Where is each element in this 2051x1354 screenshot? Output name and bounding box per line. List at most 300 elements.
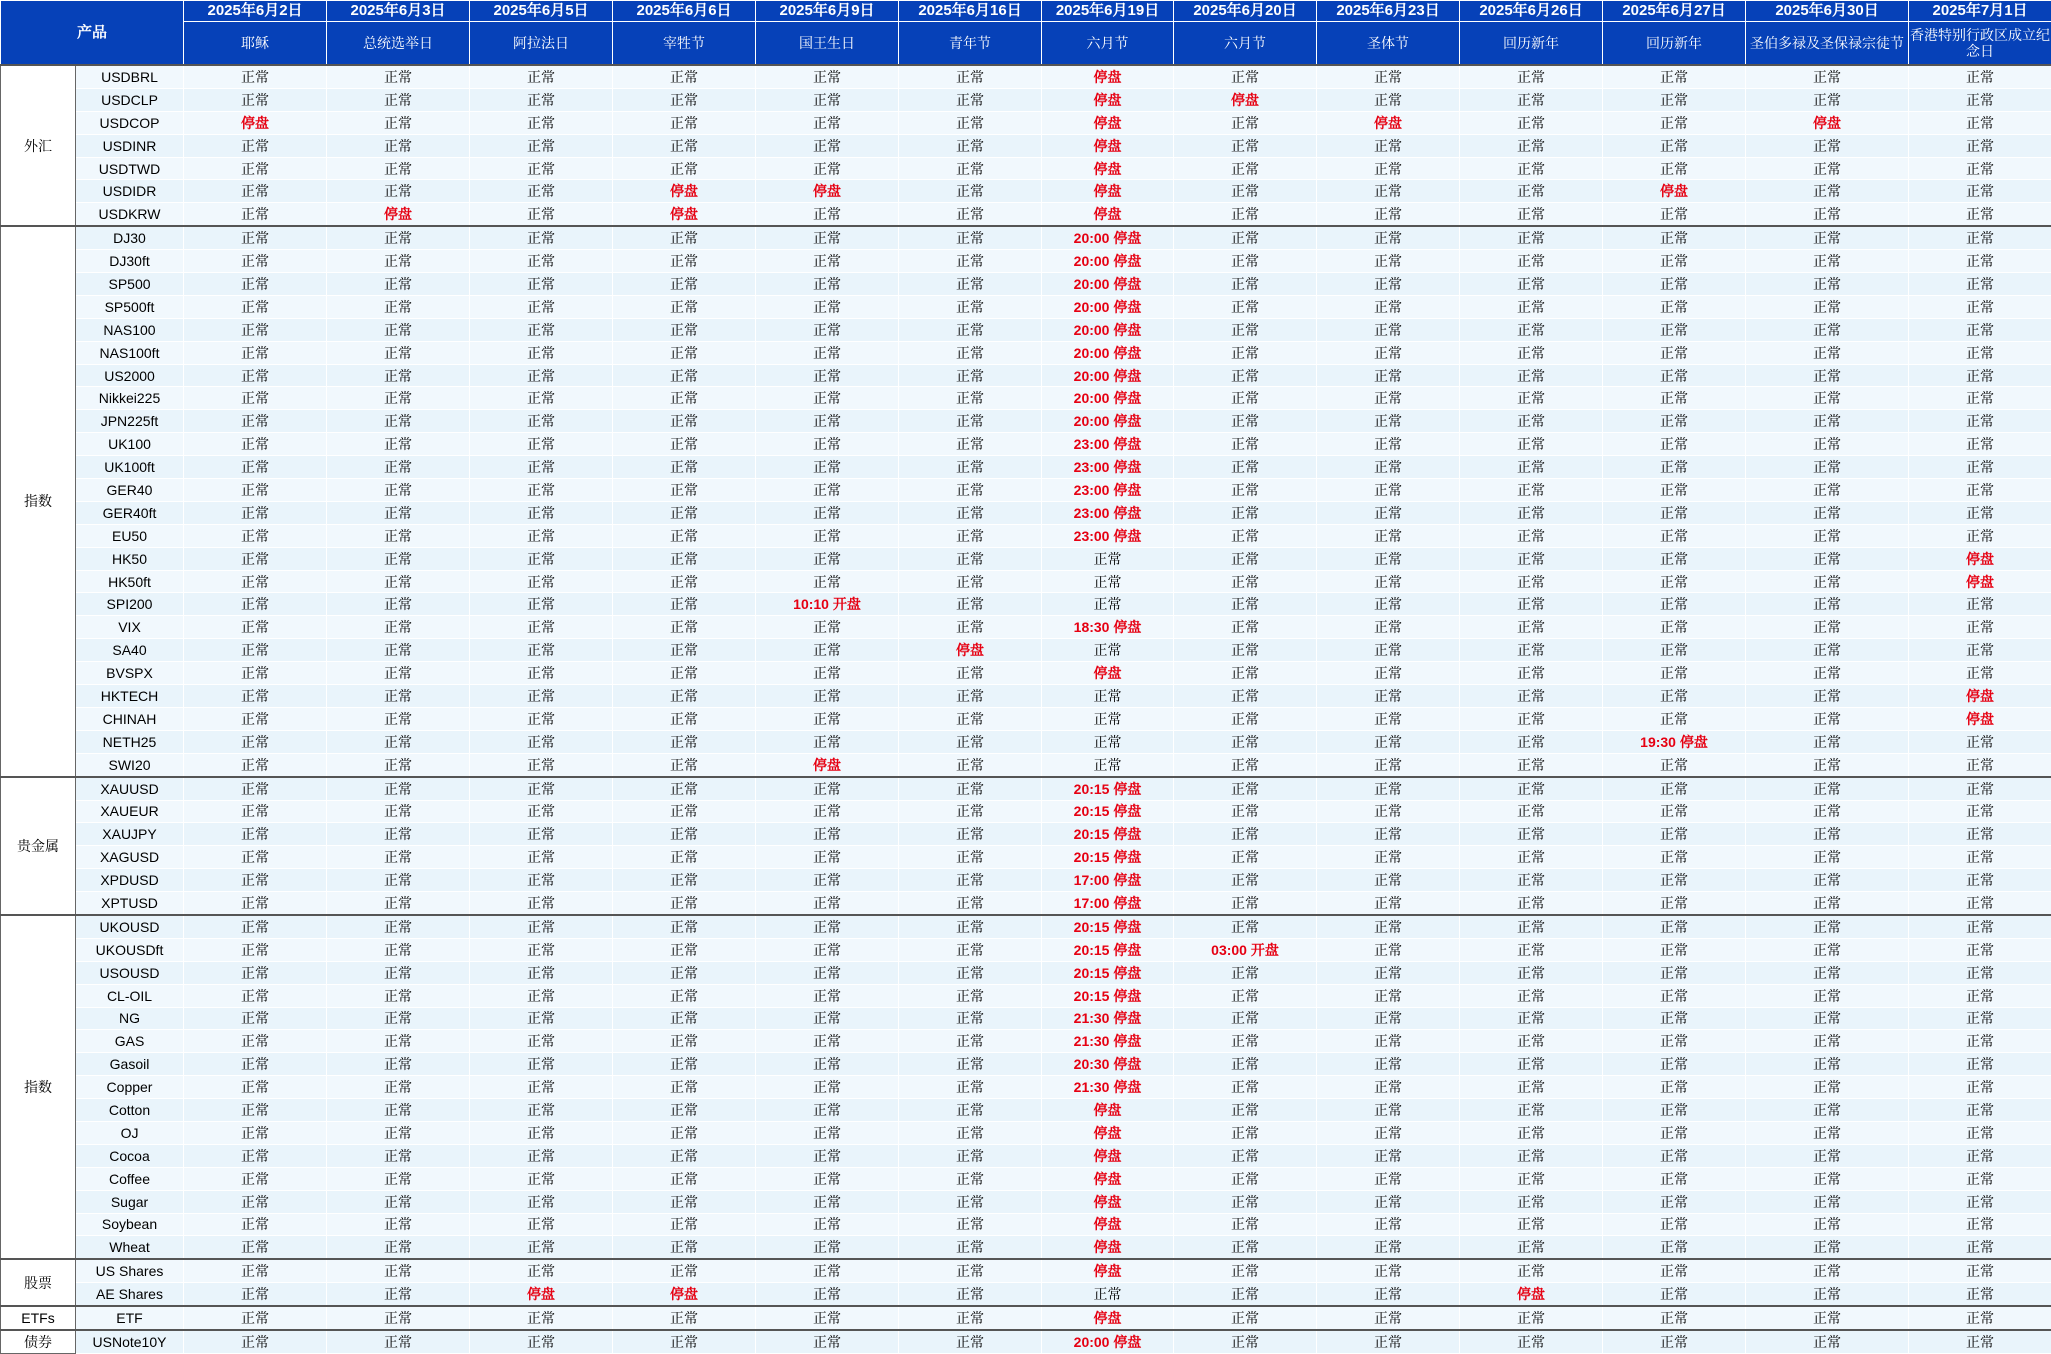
- status-cell-normal: 正常: [1746, 1236, 1909, 1259]
- status-cell-normal: 正常: [1174, 961, 1317, 984]
- holiday-header: 国王生日: [756, 22, 899, 66]
- table-row: [1, 753, 2051, 776]
- status-cell-normal: 正常: [899, 1259, 1042, 1282]
- table-row: [1, 1213, 2051, 1236]
- status-cell-normal: 正常: [756, 479, 899, 502]
- status-cell-normal: 正常: [899, 479, 1042, 502]
- status-cell-normal: 正常: [1909, 318, 2051, 341]
- status-cell-exception: 停盘: [1042, 1099, 1174, 1122]
- status-cell-normal: 正常: [470, 1167, 613, 1190]
- status-cell-normal: 正常: [756, 250, 899, 273]
- status-cell-normal: 正常: [184, 662, 327, 685]
- category-cell: 指数: [1, 226, 76, 776]
- status-cell-normal: 正常: [1317, 479, 1460, 502]
- status-cell-normal: 正常: [184, 869, 327, 892]
- status-cell-normal: 正常: [1174, 777, 1317, 800]
- product-cell: SPI200: [76, 593, 184, 616]
- status-cell-normal: 正常: [470, 730, 613, 753]
- status-cell-normal: 正常: [1746, 479, 1909, 502]
- status-cell-exception: 20:00 停盘: [1042, 341, 1174, 364]
- date-header: 2025年6月9日: [756, 1, 899, 22]
- product-cell: GAS: [76, 1030, 184, 1053]
- status-cell-normal: 正常: [1746, 1167, 1909, 1190]
- product-cell: Gasoil: [76, 1053, 184, 1076]
- status-cell-normal: 正常: [1317, 1030, 1460, 1053]
- status-cell-normal: 正常: [1317, 180, 1460, 203]
- header-holiday-row: [1, 22, 2051, 66]
- status-cell-normal: 正常: [1174, 111, 1317, 134]
- status-cell-normal: 正常: [1174, 501, 1317, 524]
- status-cell-normal: 正常: [470, 662, 613, 685]
- status-cell-exception: 20:15 停盘: [1042, 938, 1174, 961]
- status-cell-normal: 正常: [1317, 250, 1460, 273]
- status-cell-normal: 正常: [899, 1121, 1042, 1144]
- status-cell-normal: 正常: [1460, 800, 1603, 823]
- status-cell-normal: 正常: [1603, 685, 1746, 708]
- status-cell-normal: 正常: [1460, 1144, 1603, 1167]
- table-row: [1, 938, 2051, 961]
- status-cell-normal: 正常: [1603, 1076, 1746, 1099]
- status-cell-normal: 正常: [1317, 524, 1460, 547]
- table-header: [1, 1, 2051, 66]
- status-cell-normal: 正常: [1746, 524, 1909, 547]
- status-cell-normal: 正常: [756, 341, 899, 364]
- product-cell: CHINAH: [76, 707, 184, 730]
- status-cell-normal: 正常: [1746, 65, 1909, 88]
- status-cell-normal: 正常: [1317, 226, 1460, 249]
- status-cell-normal: 正常: [756, 501, 899, 524]
- status-cell-normal: 正常: [1603, 479, 1746, 502]
- table-row: [1, 616, 2051, 639]
- holiday-header: 圣体节: [1317, 22, 1460, 66]
- status-cell-normal: 正常: [613, 134, 756, 157]
- status-cell-normal: 正常: [1746, 547, 1909, 570]
- status-cell-normal: 正常: [184, 1144, 327, 1167]
- status-cell-normal: 正常: [1460, 1030, 1603, 1053]
- status-cell-normal: 正常: [470, 226, 613, 249]
- status-cell-normal: 正常: [899, 938, 1042, 961]
- status-cell-normal: 正常: [1603, 800, 1746, 823]
- status-cell-normal: 正常: [899, 800, 1042, 823]
- table-row: [1, 777, 2051, 800]
- status-cell-normal: 正常: [613, 616, 756, 639]
- table-row: [1, 1167, 2051, 1190]
- product-cell: AE Shares: [76, 1283, 184, 1306]
- status-cell-normal: 正常: [1603, 410, 1746, 433]
- status-cell-normal: 正常: [756, 639, 899, 662]
- status-cell-normal: 正常: [1460, 318, 1603, 341]
- status-cell-normal: 正常: [1909, 180, 2051, 203]
- status-cell-normal: 正常: [470, 341, 613, 364]
- status-cell-normal: 正常: [1317, 730, 1460, 753]
- status-cell-normal: 正常: [327, 984, 470, 1007]
- table-row: [1, 1007, 2051, 1030]
- table-row: [1, 800, 2051, 823]
- status-cell-normal: 正常: [327, 1330, 470, 1353]
- status-cell-normal: 正常: [613, 593, 756, 616]
- table-row: [1, 1306, 2051, 1330]
- status-cell-normal: 正常: [899, 823, 1042, 846]
- status-cell-normal: 正常: [1746, 1099, 1909, 1122]
- table-row: [1, 479, 2051, 502]
- status-cell-normal: 正常: [1909, 479, 2051, 502]
- status-cell-normal: 正常: [756, 524, 899, 547]
- product-cell: Coffee: [76, 1167, 184, 1190]
- status-cell-normal: 正常: [899, 616, 1042, 639]
- status-cell-normal: 正常: [1909, 1167, 2051, 1190]
- status-cell-normal: 正常: [756, 938, 899, 961]
- status-cell-normal: 正常: [756, 1076, 899, 1099]
- status-cell-normal: 正常: [1317, 318, 1460, 341]
- status-cell-normal: 正常: [1746, 662, 1909, 685]
- status-cell-normal: 正常: [1909, 730, 2051, 753]
- status-cell-normal: 正常: [470, 250, 613, 273]
- status-cell-normal: 正常: [1174, 1099, 1317, 1122]
- status-cell-normal: 正常: [1603, 823, 1746, 846]
- status-cell-normal: 正常: [1909, 846, 2051, 869]
- status-cell-normal: 正常: [899, 501, 1042, 524]
- status-cell-normal: 正常: [470, 410, 613, 433]
- status-cell-normal: 正常: [1317, 341, 1460, 364]
- status-cell-normal: 正常: [756, 961, 899, 984]
- status-cell-normal: 正常: [470, 593, 613, 616]
- status-cell-normal: 正常: [756, 88, 899, 111]
- status-cell-normal: 正常: [1460, 1121, 1603, 1144]
- status-cell-normal: 正常: [327, 753, 470, 776]
- table-row: [1, 892, 2051, 915]
- status-cell-normal: 正常: [327, 501, 470, 524]
- status-cell-normal: 正常: [1746, 157, 1909, 180]
- status-cell-normal: 正常: [1317, 800, 1460, 823]
- status-cell-normal: 正常: [1746, 823, 1909, 846]
- table-body: [1, 65, 2051, 1353]
- status-cell-normal: 正常: [1603, 1007, 1746, 1030]
- product-cell: XPDUSD: [76, 869, 184, 892]
- status-cell-normal: 正常: [1909, 753, 2051, 776]
- status-cell-normal: 正常: [1909, 203, 2051, 226]
- status-cell-normal: 正常: [613, 892, 756, 915]
- status-cell-normal: 正常: [1174, 800, 1317, 823]
- status-cell-normal: 正常: [1460, 1190, 1603, 1213]
- status-cell-normal: 正常: [184, 1306, 327, 1330]
- date-header: 2025年6月26日: [1460, 1, 1603, 22]
- table-row: [1, 226, 2051, 249]
- status-cell-normal: 正常: [613, 1167, 756, 1190]
- status-cell-normal: 正常: [1909, 1121, 2051, 1144]
- status-cell-normal: 正常: [1460, 777, 1603, 800]
- status-cell-normal: 正常: [756, 570, 899, 593]
- status-cell-normal: 正常: [613, 1144, 756, 1167]
- status-cell-normal: 正常: [327, 250, 470, 273]
- status-cell-normal: 正常: [184, 524, 327, 547]
- product-cell: Cocoa: [76, 1144, 184, 1167]
- status-cell-normal: 正常: [470, 134, 613, 157]
- status-cell-normal: 正常: [184, 226, 327, 249]
- status-cell-normal: 正常: [1174, 318, 1317, 341]
- status-cell-normal: 正常: [1042, 1283, 1174, 1306]
- product-cell: US2000: [76, 364, 184, 387]
- status-cell-normal: 正常: [1174, 65, 1317, 88]
- status-cell-normal: 正常: [470, 524, 613, 547]
- holiday-header: 回历新年: [1603, 22, 1746, 66]
- status-cell-normal: 正常: [1603, 1330, 1746, 1353]
- status-cell-normal: 正常: [470, 1076, 613, 1099]
- status-cell-normal: 正常: [1603, 1190, 1746, 1213]
- status-cell-normal: 正常: [1603, 1030, 1746, 1053]
- status-cell-normal: 正常: [470, 823, 613, 846]
- status-cell-normal: 正常: [1317, 707, 1460, 730]
- status-cell-normal: 正常: [184, 1213, 327, 1236]
- status-cell-normal: 正常: [1174, 593, 1317, 616]
- status-cell-exception: 停盘: [1042, 111, 1174, 134]
- status-cell-normal: 正常: [1746, 501, 1909, 524]
- product-cell: SWI20: [76, 753, 184, 776]
- status-cell-normal: 正常: [756, 1007, 899, 1030]
- status-cell-normal: 正常: [1746, 295, 1909, 318]
- status-cell-normal: 正常: [899, 1306, 1042, 1330]
- status-cell-normal: 正常: [899, 295, 1042, 318]
- table-row: [1, 1053, 2051, 1076]
- status-cell-normal: 正常: [613, 984, 756, 1007]
- status-cell-normal: 正常: [327, 226, 470, 249]
- status-cell-normal: 正常: [613, 364, 756, 387]
- status-cell-normal: 正常: [899, 88, 1042, 111]
- status-cell-normal: 正常: [613, 111, 756, 134]
- status-cell-normal: 正常: [1746, 387, 1909, 410]
- status-cell-normal: 正常: [1909, 800, 2051, 823]
- status-cell-normal: 正常: [184, 800, 327, 823]
- product-cell: UK100ft: [76, 456, 184, 479]
- status-cell-normal: 正常: [1317, 433, 1460, 456]
- status-cell-normal: 正常: [1317, 846, 1460, 869]
- status-cell-normal: 正常: [613, 387, 756, 410]
- status-cell-normal: 正常: [756, 616, 899, 639]
- status-cell-normal: 正常: [1909, 410, 2051, 433]
- status-cell-normal: 正常: [1746, 1330, 1909, 1353]
- status-cell-normal: 正常: [613, 961, 756, 984]
- status-cell-normal: 正常: [756, 1259, 899, 1282]
- status-cell-normal: 正常: [899, 547, 1042, 570]
- status-cell-normal: 正常: [1909, 1190, 2051, 1213]
- status-cell-normal: 正常: [1603, 111, 1746, 134]
- status-cell-exception: 17:00 停盘: [1042, 869, 1174, 892]
- status-cell-normal: 正常: [613, 1030, 756, 1053]
- status-cell-normal: 正常: [470, 387, 613, 410]
- status-cell-normal: 正常: [184, 616, 327, 639]
- category-cell: 指数: [1, 915, 76, 1259]
- status-cell-normal: 正常: [470, 1053, 613, 1076]
- status-cell-normal: 正常: [327, 1190, 470, 1213]
- status-cell-normal: 正常: [1460, 387, 1603, 410]
- status-cell-normal: 正常: [470, 1144, 613, 1167]
- category-cell: ETFs: [1, 1306, 76, 1330]
- status-cell-normal: 正常: [1746, 961, 1909, 984]
- status-cell-normal: 正常: [613, 456, 756, 479]
- status-cell-normal: 正常: [1460, 938, 1603, 961]
- status-cell-normal: 正常: [613, 1121, 756, 1144]
- status-cell-normal: 正常: [613, 869, 756, 892]
- status-cell-normal: 正常: [1909, 524, 2051, 547]
- status-cell-normal: 正常: [756, 547, 899, 570]
- status-cell-normal: 正常: [1746, 730, 1909, 753]
- status-cell-normal: 正常: [184, 1030, 327, 1053]
- product-cell: Sugar: [76, 1190, 184, 1213]
- status-cell-normal: 正常: [1603, 639, 1746, 662]
- product-cell: UKOUSD: [76, 915, 184, 938]
- status-cell-normal: 正常: [899, 961, 1042, 984]
- status-cell-normal: 正常: [1603, 318, 1746, 341]
- product-cell: NETH25: [76, 730, 184, 753]
- table-row: [1, 869, 2051, 892]
- status-cell-normal: 正常: [1603, 915, 1746, 938]
- status-cell-normal: 正常: [1746, 915, 1909, 938]
- status-cell-normal: 正常: [1174, 1076, 1317, 1099]
- status-cell-normal: 正常: [184, 892, 327, 915]
- status-cell-normal: 正常: [1909, 341, 2051, 364]
- status-cell-normal: 正常: [1460, 984, 1603, 1007]
- status-cell-normal: 正常: [1909, 364, 2051, 387]
- status-cell-normal: 正常: [327, 1121, 470, 1144]
- status-cell-normal: 正常: [1317, 273, 1460, 296]
- status-cell-normal: 正常: [613, 1190, 756, 1213]
- product-cell: USOUSD: [76, 961, 184, 984]
- status-cell-normal: 正常: [1174, 823, 1317, 846]
- status-cell-normal: 正常: [1317, 1076, 1460, 1099]
- status-cell-normal: 正常: [1460, 479, 1603, 502]
- status-cell-normal: 正常: [1909, 639, 2051, 662]
- status-cell-normal: 正常: [1746, 1306, 1909, 1330]
- status-cell-normal: 正常: [470, 111, 613, 134]
- status-cell-normal: 正常: [184, 295, 327, 318]
- status-cell-exception: 17:00 停盘: [1042, 892, 1174, 915]
- status-cell-normal: 正常: [184, 915, 327, 938]
- status-cell-normal: 正常: [470, 1121, 613, 1144]
- status-cell-normal: 正常: [1909, 616, 2051, 639]
- status-cell-normal: 正常: [1460, 961, 1603, 984]
- status-cell-normal: 正常: [1909, 869, 2051, 892]
- status-cell-normal: 正常: [470, 88, 613, 111]
- status-cell-normal: 正常: [1746, 1007, 1909, 1030]
- status-cell-exception: 停盘: [1042, 203, 1174, 226]
- status-cell-normal: 正常: [327, 65, 470, 88]
- status-cell-normal: 正常: [1460, 88, 1603, 111]
- status-cell-normal: 正常: [1746, 707, 1909, 730]
- status-cell-exception: 停盘: [1042, 1190, 1174, 1213]
- status-cell-normal: 正常: [327, 410, 470, 433]
- status-cell-normal: 正常: [1460, 570, 1603, 593]
- status-cell-normal: 正常: [1909, 777, 2051, 800]
- status-cell-normal: 正常: [1603, 1099, 1746, 1122]
- status-cell-normal: 正常: [470, 869, 613, 892]
- status-cell-normal: 正常: [1317, 570, 1460, 593]
- status-cell-normal: 正常: [1909, 892, 2051, 915]
- status-cell-normal: 正常: [1460, 250, 1603, 273]
- status-cell-normal: 正常: [899, 1236, 1042, 1259]
- status-cell-normal: 正常: [1909, 1076, 2051, 1099]
- status-cell-normal: 正常: [1174, 134, 1317, 157]
- product-cell: ETF: [76, 1306, 184, 1330]
- status-cell-normal: 正常: [1460, 341, 1603, 364]
- status-cell-normal: 正常: [899, 134, 1042, 157]
- status-cell-normal: 正常: [1317, 1259, 1460, 1282]
- status-cell-normal: 正常: [1603, 1167, 1746, 1190]
- status-cell-normal: 正常: [184, 1167, 327, 1190]
- table-row: [1, 456, 2051, 479]
- status-cell-normal: 正常: [899, 410, 1042, 433]
- status-cell-normal: 正常: [1909, 433, 2051, 456]
- product-cell: XAGUSD: [76, 846, 184, 869]
- status-cell-normal: 正常: [613, 846, 756, 869]
- status-cell-normal: 正常: [1603, 387, 1746, 410]
- status-cell-normal: 正常: [899, 869, 1042, 892]
- status-cell-normal: 正常: [1909, 295, 2051, 318]
- status-cell-normal: 正常: [1460, 111, 1603, 134]
- status-cell-normal: 正常: [1909, 226, 2051, 249]
- status-cell-normal: 正常: [1460, 616, 1603, 639]
- status-cell-normal: 正常: [1909, 938, 2051, 961]
- status-cell-normal: 正常: [1460, 157, 1603, 180]
- status-cell-normal: 正常: [1746, 1190, 1909, 1213]
- status-cell-normal: 正常: [756, 1306, 899, 1330]
- category-cell: 债券: [1, 1330, 76, 1353]
- product-cell: Nikkei225: [76, 387, 184, 410]
- status-cell-normal: 正常: [470, 433, 613, 456]
- status-cell-normal: 正常: [613, 88, 756, 111]
- status-cell-normal: 正常: [470, 65, 613, 88]
- status-cell-normal: 正常: [899, 180, 1042, 203]
- product-cell: SP500: [76, 273, 184, 296]
- status-cell-normal: 正常: [613, 685, 756, 708]
- product-cell: USDCOP: [76, 111, 184, 134]
- product-cell: HKTECH: [76, 685, 184, 708]
- status-cell-normal: 正常: [1174, 662, 1317, 685]
- status-cell-normal: 正常: [1460, 1076, 1603, 1099]
- status-cell-normal: 正常: [327, 111, 470, 134]
- table-row: [1, 823, 2051, 846]
- table-row: [1, 88, 2051, 111]
- holiday-header: 回历新年: [1460, 22, 1603, 66]
- status-cell-normal: 正常: [184, 157, 327, 180]
- status-cell-normal: 正常: [184, 364, 327, 387]
- status-cell-exception: 停盘: [1909, 707, 2051, 730]
- header-date-row: [1, 1, 2051, 22]
- status-cell-normal: 正常: [1460, 915, 1603, 938]
- status-cell-normal: 正常: [327, 915, 470, 938]
- status-cell-normal: 正常: [1174, 570, 1317, 593]
- status-cell-normal: 正常: [470, 1030, 613, 1053]
- status-cell-normal: 正常: [613, 1007, 756, 1030]
- status-cell-normal: 正常: [899, 157, 1042, 180]
- status-cell-normal: 正常: [327, 387, 470, 410]
- status-cell-normal: 正常: [470, 1236, 613, 1259]
- status-cell-normal: 正常: [184, 65, 327, 88]
- status-cell-normal: 正常: [1909, 250, 2051, 273]
- status-cell-normal: 正常: [470, 1306, 613, 1330]
- status-cell-normal: 正常: [1460, 1007, 1603, 1030]
- status-cell-normal: 正常: [613, 1213, 756, 1236]
- status-cell-normal: 正常: [327, 777, 470, 800]
- status-cell-normal: 正常: [613, 1306, 756, 1330]
- status-cell-normal: 正常: [1174, 685, 1317, 708]
- status-cell-normal: 正常: [1460, 524, 1603, 547]
- table-row: [1, 410, 2051, 433]
- status-cell-normal: 正常: [470, 1213, 613, 1236]
- status-cell-exception: 停盘: [1042, 88, 1174, 111]
- status-cell-exception: 21:30 停盘: [1042, 1007, 1174, 1030]
- status-cell-exception: 停盘: [1746, 111, 1909, 134]
- product-cell: EU50: [76, 524, 184, 547]
- status-cell-normal: 正常: [1174, 1144, 1317, 1167]
